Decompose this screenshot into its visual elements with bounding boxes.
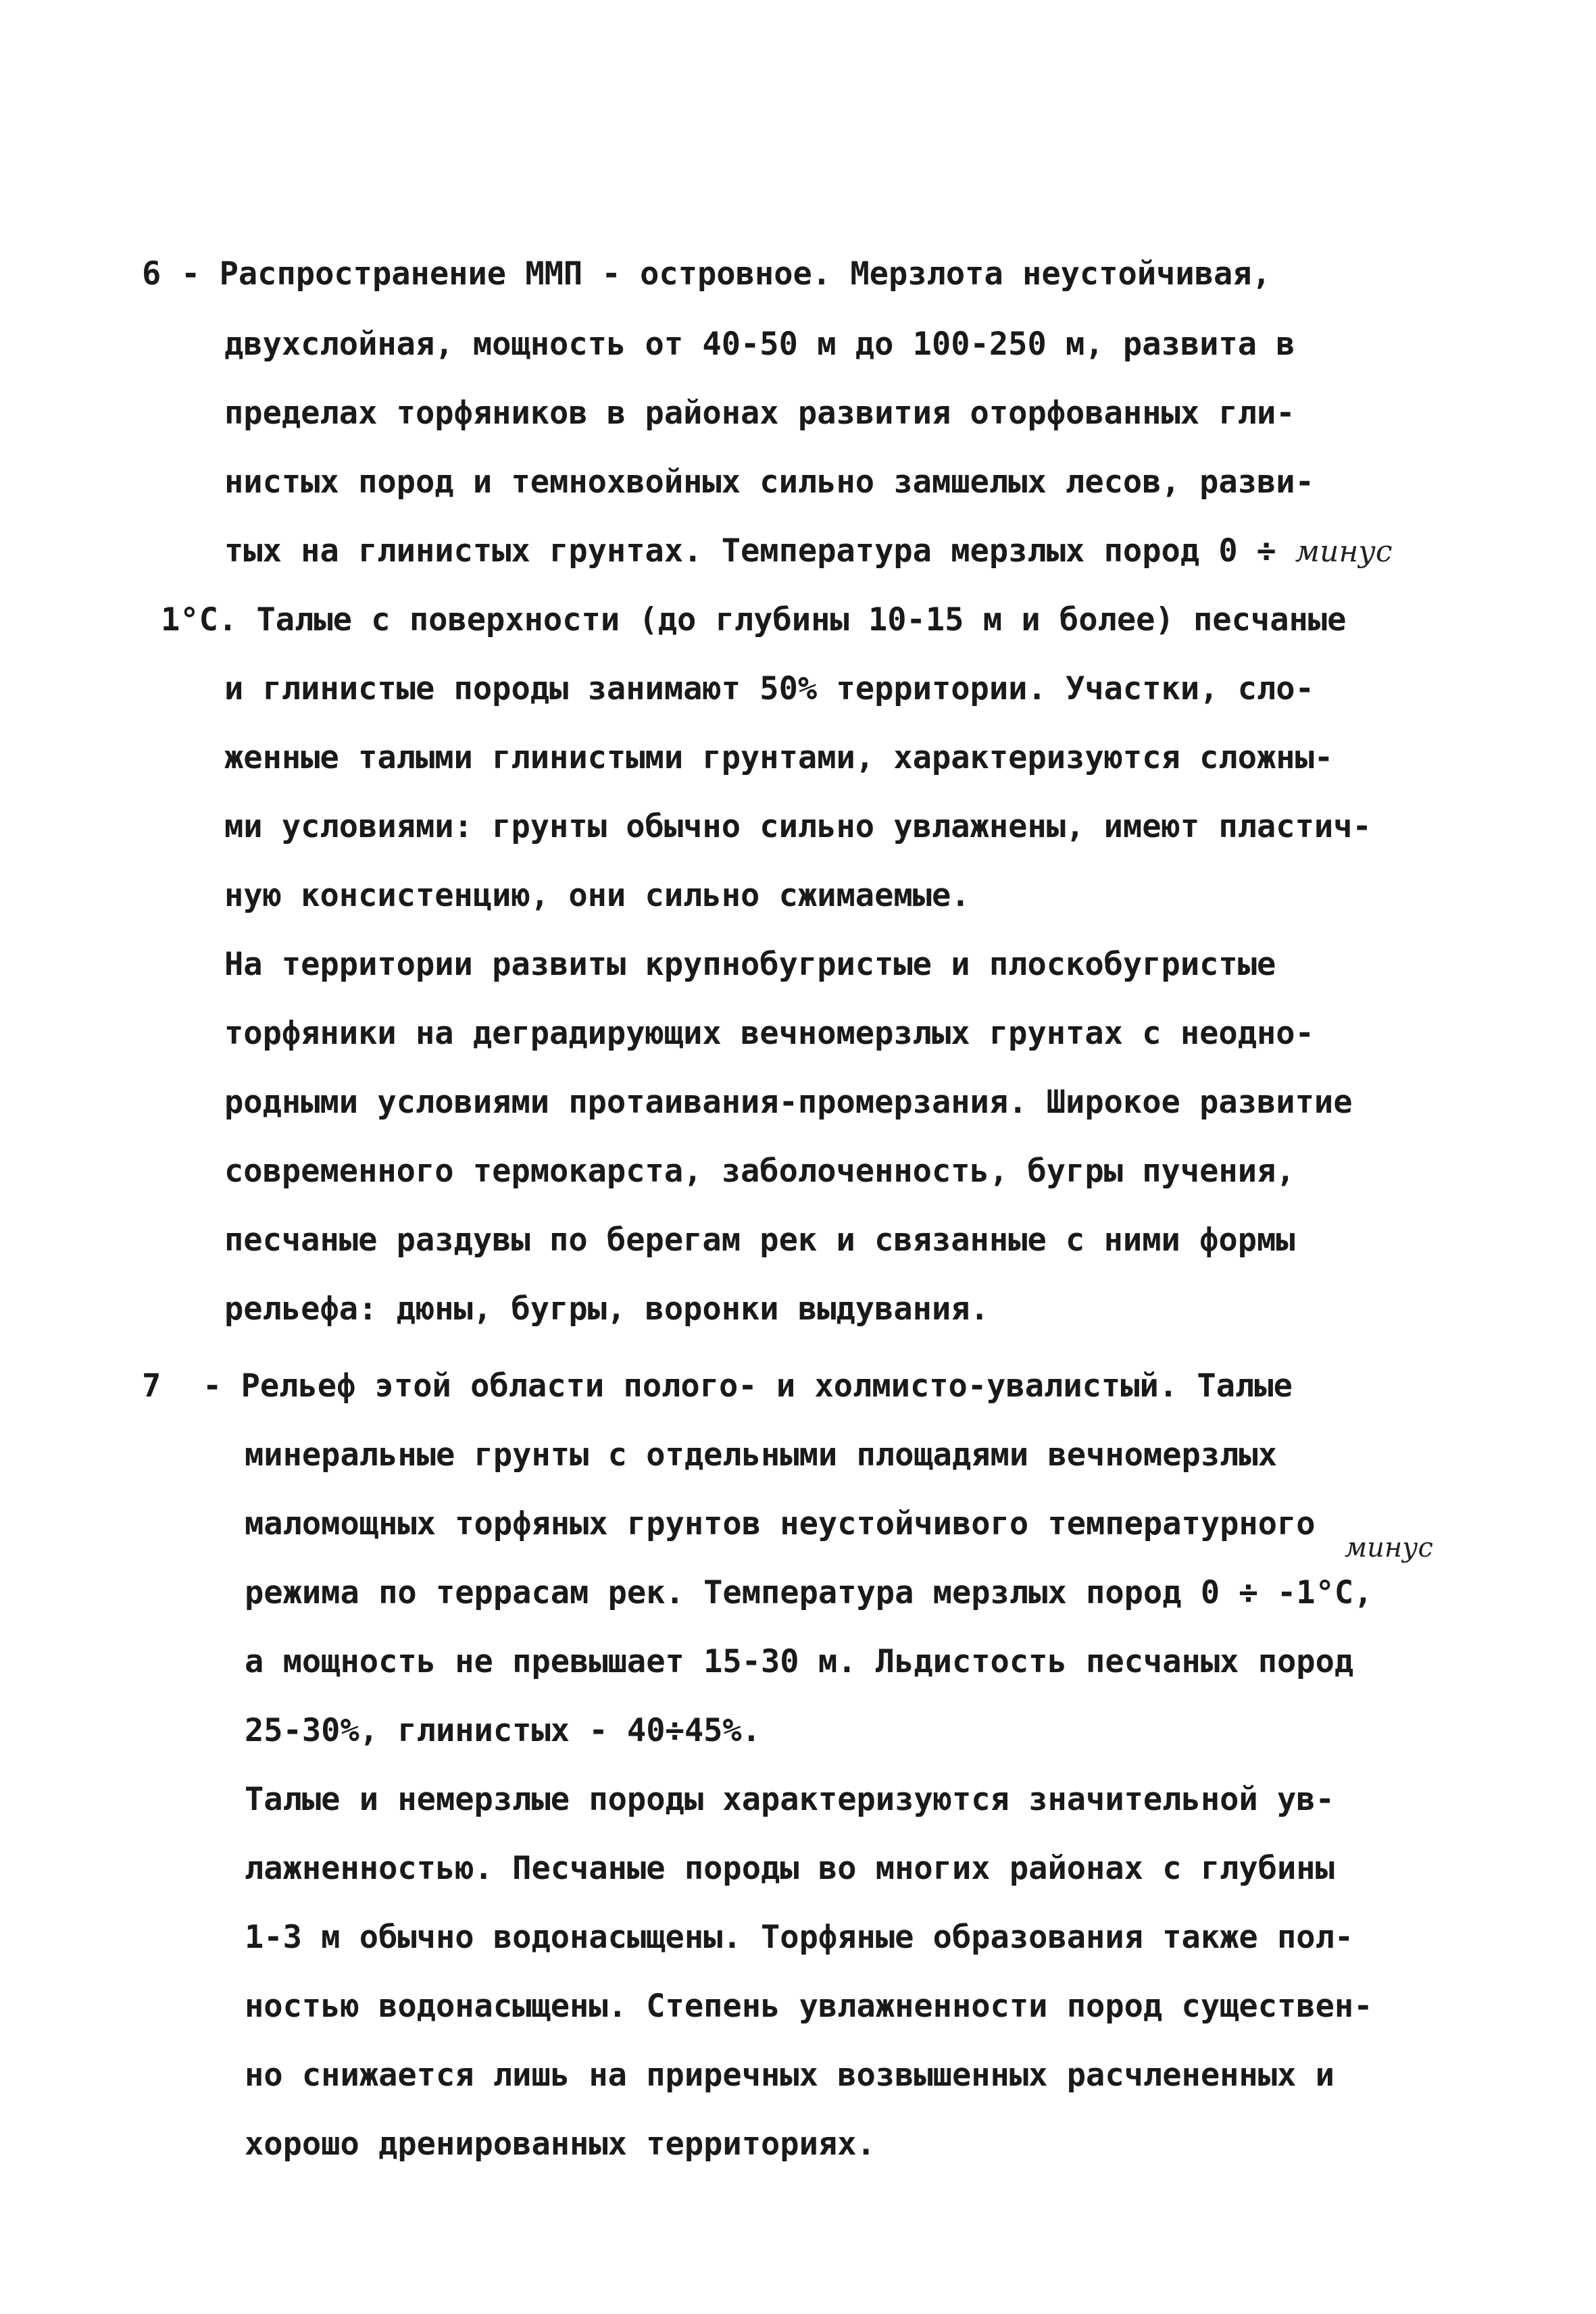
section-6-line-7: и глинистые породы занимают 50% территории. Участки, сло- [224,670,1314,707]
section-7-line-3: маломощных торфяных грунтов неустойчивого температурного [245,1505,1316,1542]
section-6-line-13: родными условиями протаивания-промерзания. Широкое развитие [224,1084,1353,1121]
section-6-line-5-text: тых на глинистых грунтах. Температура мерзлых пород 0 ÷ [224,532,1276,570]
section-6-line-12: торфяники на деградирующих вечномерзлых грунтах с неодно- [224,1015,1314,1052]
section-7-line-9: 1-3 м обычно водонасыщены. Торфяные образования также пол- [245,1919,1354,1956]
section-7-line-8: лажненностью. Песчаные породы во многих районах с глубины [245,1850,1335,1887]
section-6-line-6: 1°С. Талые с поверхности (до глубины 10-15 м и более) песчаные [161,601,1347,638]
section-7-number: 7 [142,1367,161,1405]
section-6-line-4: нистых пород и темнохвойных сильно замшелых лесов, разви- [224,463,1314,501]
section-6-line-5 [224,531,1393,572]
section-6-line-16: рельефа: дюны, бугры, воронки выдувания. [224,1290,989,1328]
section-7-line-11: но снижается лишь на приречных возвышенных расчлененных и [245,2057,1335,2094]
section-6-line-3: пределах торфяников в районах развития оторфованных гли- [224,395,1295,432]
section-7-line-1: - Рельеф этой области полого- и холмисто-увалистый. Талые [203,1367,1293,1405]
section-7-line-12: хорошо дренированных территориях. [245,2126,876,2163]
section-6-number: 6 [142,255,161,293]
section-6-line-10: ную консистенцию, они сильно сжимаемые. [224,877,970,914]
handwritten-minus-note: минус [1295,534,1393,569]
section-6-line-8: женные талыми глинистыми грунтами, характеризуются сложны- [224,739,1334,776]
section-6-line-15: песчаные раздувы по берегам рек и связанные с ними формы [224,1222,1295,1259]
section-6-line-14: современного термокарста, заболоченность, бугры пучения, [224,1153,1295,1190]
section-7-line-6: 25-30%, глинистых - 40÷45%. [245,1712,762,1749]
section-7-line-5: а мощность не превышает 15-30 м. Льдистость песчаных пород [245,1643,1354,1680]
handwritten-minus-note-2: минус [1345,1532,1433,1563]
section-7-line-4: режима по террасам рек. Температура мерзлых пород 0 ÷ -1°С, [245,1574,1373,1611]
section-6-line-9: ми условиями: грунты обычно сильно увлажнены, имеют пластич- [224,808,1372,845]
section-7-line-2: минеральные грунты с отдельными площадями вечномерзлых [245,1436,1278,1474]
section-7-line-7: Талые и немерзлые породы характеризуются значительной ув- [245,1781,1335,1818]
section-6-line-2: двухслойная, мощность от 40-50 м до 100-250 м, развита в [224,326,1295,363]
section-7-line-10: ностью водонасыщены. Степень увлажненности пород существен- [245,1988,1373,2025]
section-6-line-11: На территории развиты крупнобугристые и плоскобугристые [224,946,1276,983]
section-6-line-1: - Распространение ММП - островное. Мерзлота неустойчивая, [181,255,1271,293]
